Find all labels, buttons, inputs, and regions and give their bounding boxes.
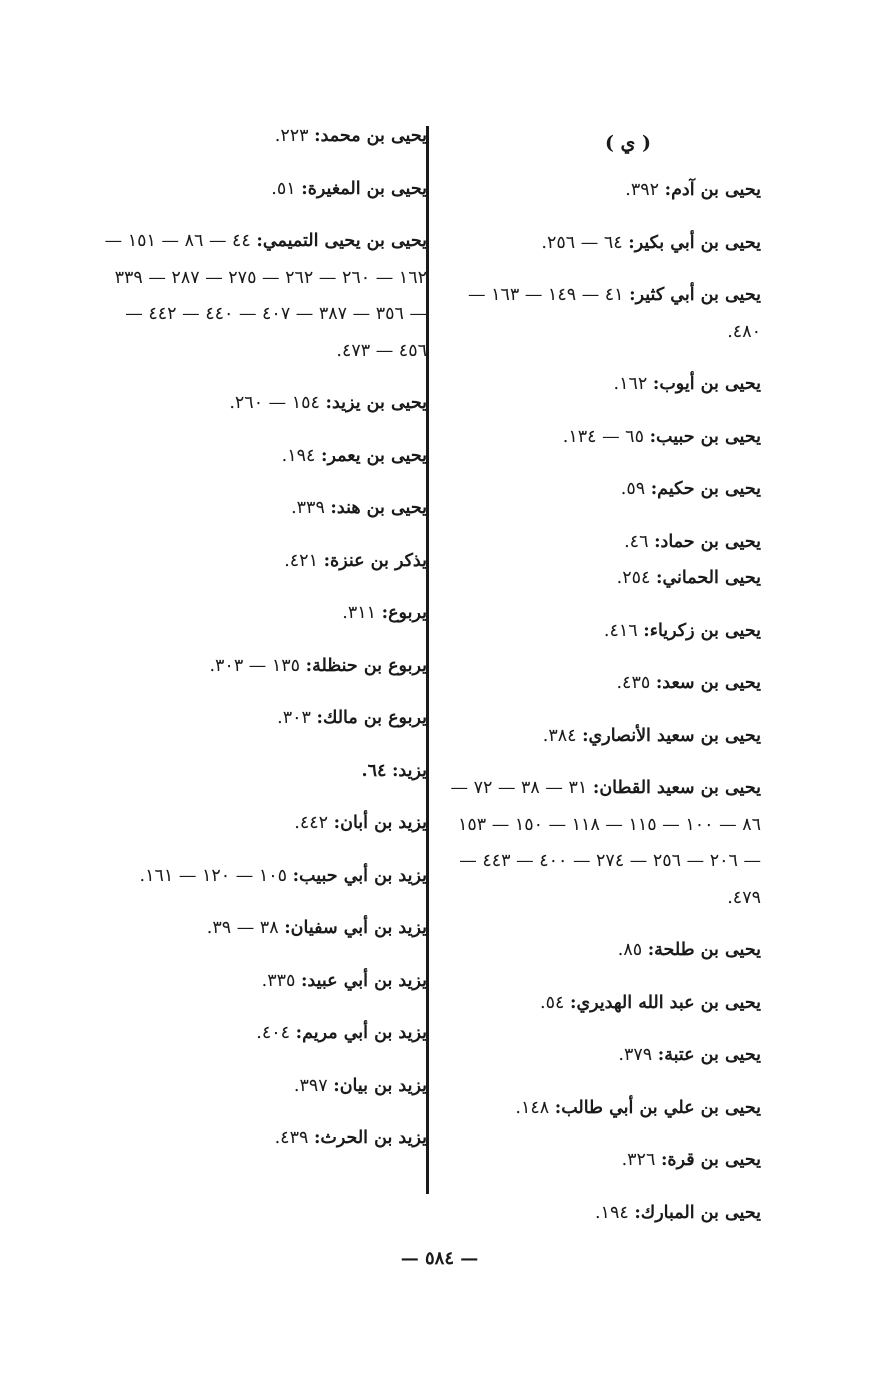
entry-name: يحيى بن سعيد القطان: — [592, 778, 761, 798]
entry-name: يحيى بن سعيد الأنصاري: — [582, 725, 761, 746]
entry-name: يزيد بن أبان: — [333, 813, 427, 833]
index-entry — [435, 613, 761, 650]
entry-name: يحيى بن يعمر: — [321, 445, 427, 466]
entry-page-refs: ٤٤٢. — [294, 813, 329, 833]
entry-name: يحيى بن سعد: — [655, 673, 761, 693]
entry-page-refs: ٦٤. — [361, 760, 387, 781]
index-entry — [435, 665, 761, 702]
entry-page-refs: ٣١ — ٣٨ — ٧٢ — ٨٦ — ١٠٠ — ١١٥ — ١١٨ — ١٥٠ — ١٥٣ — ٢٠٦ — ٢٥٦ — ٢٧٤ — ٤٠٠ — ٤٤٣ — ٤٧٩. — [450, 778, 761, 908]
entry-page-refs: ٢٢٣. — [274, 126, 309, 146]
entry-page-refs: ٥١. — [271, 178, 296, 199]
entry-page-refs: ٣٣٥. — [261, 970, 296, 991]
entry-name: يزيد بن أبي مريم: — [295, 1023, 427, 1043]
index-entry — [435, 419, 761, 456]
entry-page-refs: ٤١ — ١٤٩ — ١٦٣ — ٤٨٠. — [468, 285, 761, 342]
entry-page-refs: ٣٨٤. — [542, 725, 577, 746]
entry-name: يحيى بن يزيد: — [325, 393, 427, 413]
index-entry — [435, 1090, 761, 1127]
entry-name: يحيى بن عبد الله الهديري: — [569, 992, 761, 1013]
entry-name: يحيى بن علي بن أبي طالب: — [554, 1097, 761, 1118]
entry-name: يحيى بن يحيى التميمي: — [256, 231, 427, 251]
index-entry — [97, 385, 427, 422]
index-entry — [97, 648, 427, 685]
index-entry — [435, 770, 761, 916]
entry-name: يحيى بن قرة: — [660, 1150, 761, 1170]
entry-page-refs: ٤١٦. — [603, 620, 638, 641]
entry-page-refs: ٥٤. — [540, 992, 565, 1013]
entry-page-refs: ٤٢١. — [284, 550, 318, 571]
entry-page-refs: ١٤٨. — [515, 1097, 550, 1118]
entry-page-refs: ٣٢٦. — [621, 1150, 656, 1170]
entry-name: يحيى بن المغيرة: — [301, 178, 427, 199]
index-entry — [435, 560, 761, 597]
index-entry — [435, 1142, 761, 1179]
entry-name: يحيى بن عتبة: — [657, 1045, 761, 1065]
index-entry — [97, 438, 427, 475]
entry-page-refs: ٢٥٤. — [616, 568, 651, 588]
section-letter-heading: ( ي ) — [604, 132, 652, 154]
entry-page-refs: ٤٣٥. — [616, 673, 651, 693]
entry-page-refs: ١٩٤. — [281, 445, 316, 466]
index-column-left — [97, 118, 427, 1173]
entry-name: يحيى بن آدم: — [664, 180, 761, 200]
index-entry — [97, 1015, 427, 1052]
entry-page-refs: ٣٩٢. — [625, 180, 660, 200]
index-entry — [97, 171, 427, 208]
entry-name: يزيد بن أبي حبيب: — [292, 865, 427, 886]
entry-page-refs: ٦٥ — ١٣٤. — [562, 426, 644, 447]
entry-name: يحيى الحماني: — [656, 568, 761, 588]
index-entry — [97, 1120, 427, 1157]
entry-name: يحيى بن أبي بكير: — [628, 232, 761, 253]
entry-page-refs: ٦٤ — ٢٥٦. — [541, 232, 623, 253]
entry-page-refs: ١٥٤ — ٢٦٠. — [229, 393, 320, 413]
index-entry — [97, 1068, 427, 1105]
index-entry — [435, 718, 761, 755]
entry-name: يحيى بن أبي كثير: — [629, 285, 761, 305]
entry-page-refs: ٥٩. — [620, 479, 646, 499]
index-entry — [435, 366, 761, 403]
entry-name: يحيى بن محمد: — [314, 126, 427, 146]
index-entry — [97, 490, 427, 527]
index-entry — [97, 805, 427, 842]
index-entry — [97, 700, 427, 737]
page-number: — ٥٨٤ — — [400, 1248, 479, 1269]
index-entry — [97, 223, 427, 369]
index-entry — [97, 543, 427, 580]
entry-name: يحيى بن هند: — [330, 498, 427, 518]
entry-name: يحيى بن زكرياء: — [643, 620, 761, 641]
entry-name: يذكر بن عنزة: — [323, 550, 427, 571]
entry-page-refs: ٣٧٩. — [618, 1045, 653, 1065]
entry-page-refs: ٣٠٣. — [277, 708, 311, 728]
index-entry — [97, 753, 427, 790]
entry-page-refs: ٣٨ — ٣٩. — [206, 918, 279, 938]
entry-name: يزيد: — [391, 760, 427, 781]
entry-page-refs: ٤٤ — ٨٦ — ١٥١ — ١٦٢ — ٢٦٠ — ٢٦٢ — ٢٧٥ — ٢٨٧ — ٣٣٩ — ٣٥٦ — ٣٨٧ — ٤٠٧ — ٤٤٠ — ٤٤٢ — ٤٥٦ — ٤٧٣. — [104, 231, 427, 361]
index-entry — [97, 118, 427, 155]
index-entry — [97, 858, 427, 895]
entry-page-refs: ٤٠٤. — [256, 1023, 291, 1043]
index-entry — [435, 524, 761, 561]
entry-name: يحيى بن حماد: — [654, 531, 761, 552]
index-entry — [435, 985, 761, 1022]
entry-name: يزيد بن الحرث: — [313, 1128, 427, 1148]
entry-name: يزيد بن أبي عبيد: — [300, 970, 427, 991]
entry-name: يربوع: — [381, 603, 427, 623]
entry-page-refs: ١٣٥ — ٣٠٣. — [209, 655, 301, 676]
index-entry — [435, 1195, 761, 1232]
index-entry — [435, 1037, 761, 1074]
entry-page-refs: ٣٣٩. — [291, 498, 325, 518]
entry-page-refs: ٣٩٧. — [293, 1075, 328, 1096]
entry-name: يحيى بن حكيم: — [650, 479, 761, 499]
index-column-right — [435, 118, 761, 1247]
entry-page-refs: ١٦٢. — [613, 374, 648, 394]
entry-name: يحيى بن طلحة: — [647, 940, 761, 960]
index-entry — [97, 963, 427, 1000]
index-entry — [435, 172, 761, 209]
index-entry — [435, 471, 761, 508]
entry-name: يحيى بن حبيب: — [649, 426, 761, 447]
entry-name: يربوع بن مالك: — [316, 708, 427, 728]
entry-name: يزيد بن أبي سفيان: — [284, 918, 427, 938]
entry-name: يزيد بن بيان: — [333, 1075, 427, 1096]
index-entry — [435, 932, 761, 969]
entry-name: يحيى بن أيوب: — [652, 374, 761, 394]
index-entry — [97, 595, 427, 632]
index-entry — [97, 910, 427, 947]
entry-page-refs: ٤٦. — [624, 531, 649, 552]
entry-page-refs: ٨٥. — [617, 940, 643, 960]
entry-page-refs: ١٩٤. — [594, 1202, 629, 1223]
entry-name: يربوع بن حنظلة: — [305, 655, 427, 676]
entry-page-refs: ٣١١. — [342, 603, 377, 623]
index-entry — [435, 277, 761, 350]
entry-page-refs: ١٠٥ — ١٢٠ — ١٦١. — [139, 865, 288, 886]
entry-name: يحيى بن المبارك: — [634, 1202, 761, 1223]
entry-page-refs: ٤٣٩. — [274, 1128, 309, 1148]
index-entry — [435, 225, 761, 262]
